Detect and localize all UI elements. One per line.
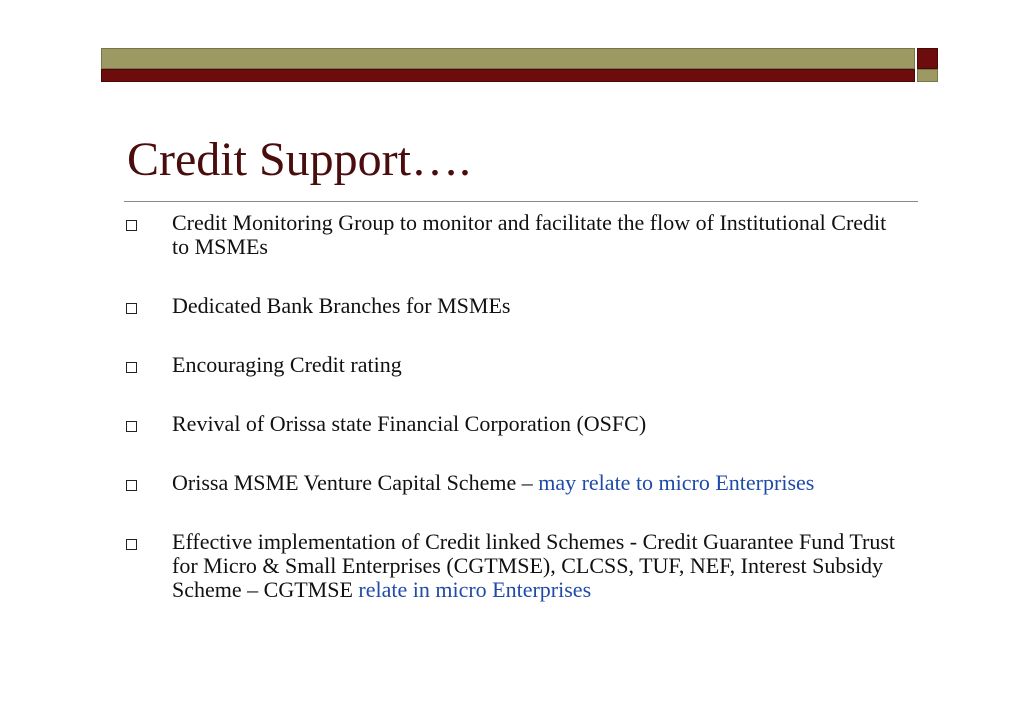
bullet-item-credit-rating xyxy=(124,353,904,377)
title-divider xyxy=(124,201,918,202)
bullet-text: Orissa MSME Venture Capital Scheme – xyxy=(172,470,539,495)
hollow-square-bullet-icon xyxy=(126,421,137,432)
bullet-text: Encouraging Credit rating xyxy=(172,352,402,377)
bullet-highlight: relate in micro Enterprises xyxy=(358,577,592,602)
bullet-text: Effective implementation of Credit linked Schemes - Credit Guarantee Fund Trust for Micro & Small Enterprises (CGTMSE), CLCSS, TUF, NEF, Interest Subsidy Scheme – CGTMSE xyxy=(172,529,896,602)
bullet-item-credit-monitoring xyxy=(124,211,904,259)
bullet-list xyxy=(124,211,904,637)
bullet-text: Revival of Orissa state Financial Corporation (OSFC) xyxy=(172,411,647,436)
bullet-text: Dedicated Bank Branches for MSMEs xyxy=(172,293,511,318)
header-square-maroon xyxy=(917,48,938,69)
hollow-square-bullet-icon xyxy=(126,303,137,314)
bullet-item-credit-linked-schemes xyxy=(124,530,904,602)
slide-title: Credit Support…. xyxy=(127,133,471,186)
hollow-square-bullet-icon xyxy=(126,539,137,550)
bullet-item-dedicated-branches xyxy=(124,294,904,318)
header-bar-maroon xyxy=(101,69,915,82)
bullet-item-osfc-revival xyxy=(124,412,904,436)
header-square-olive xyxy=(917,69,938,82)
hollow-square-bullet-icon xyxy=(126,480,137,491)
header-bar-olive xyxy=(101,48,915,69)
bullet-item-venture-capital xyxy=(124,471,904,495)
hollow-square-bullet-icon xyxy=(126,362,137,373)
bullet-text: Credit Monitoring Group to monitor and facilitate the flow of Institutional Credit to MSMEs xyxy=(172,210,887,259)
bullet-highlight: may relate to micro Enterprises xyxy=(538,470,815,495)
hollow-square-bullet-icon xyxy=(126,220,137,231)
